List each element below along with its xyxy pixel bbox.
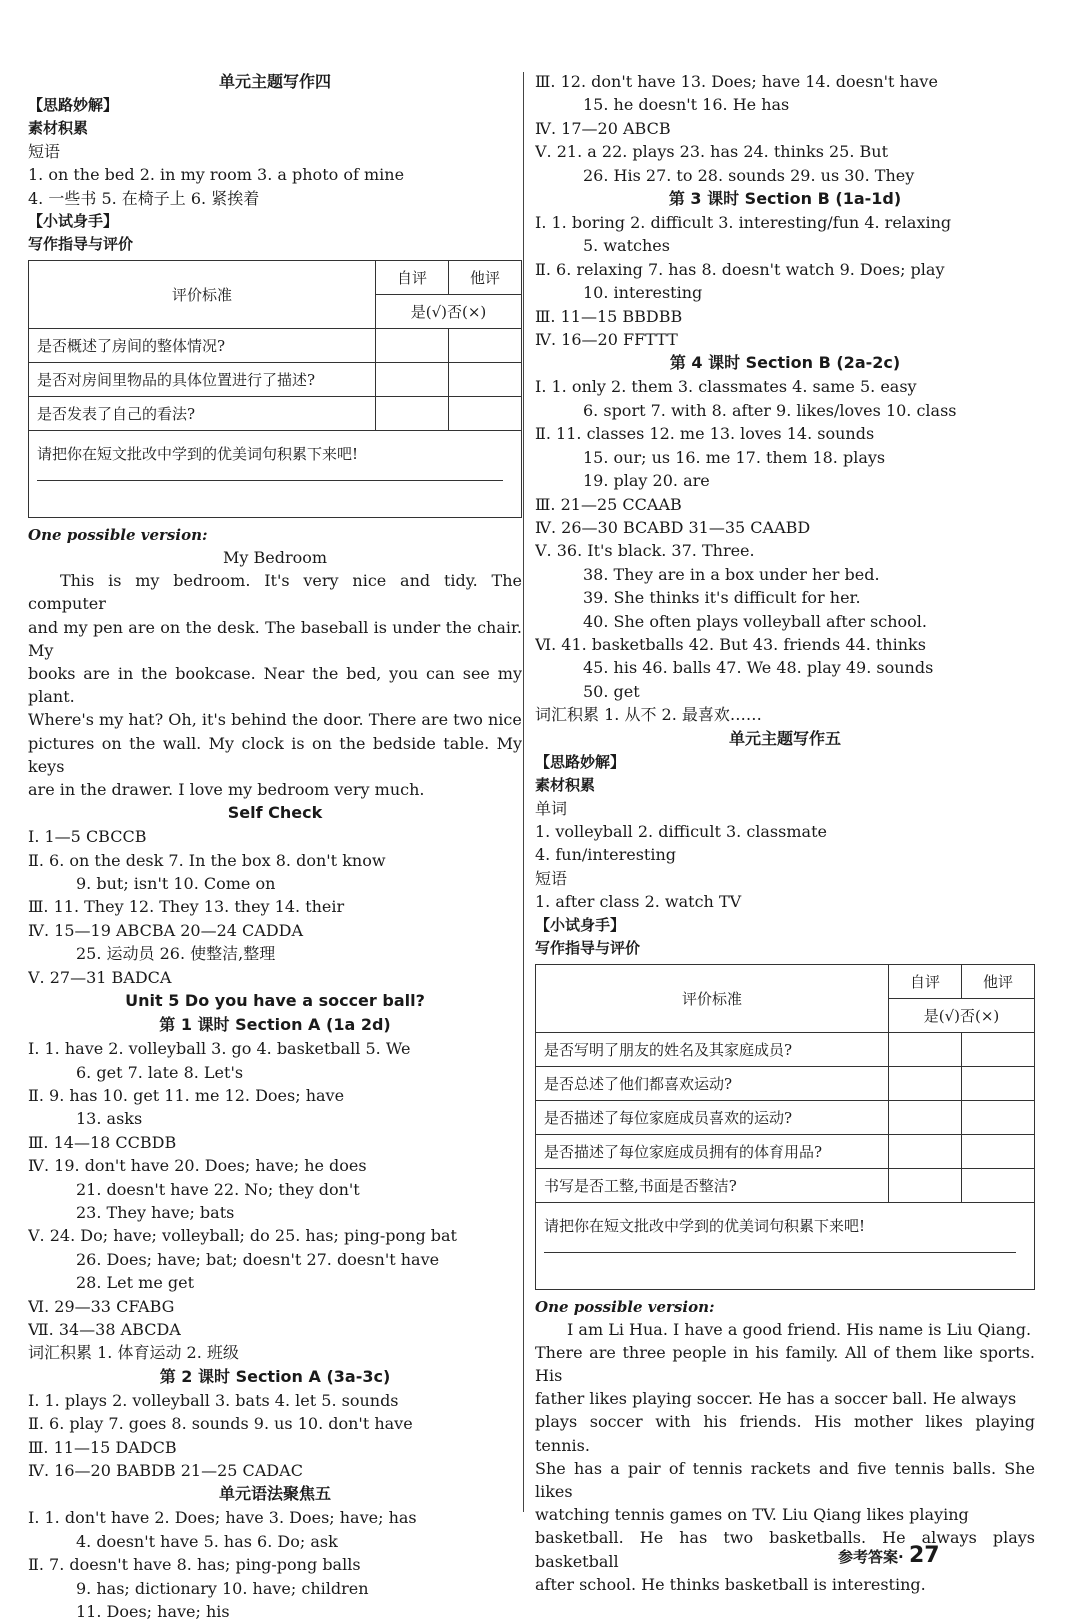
answer-line: 10. interesting xyxy=(583,283,703,303)
table-cell[interactable] xyxy=(962,1100,1035,1134)
answer-line: 28. Let me get xyxy=(76,1273,195,1293)
table-row xyxy=(29,329,522,363)
answer-line: 1. on the bed 2. in my room 3. a photo of mine xyxy=(28,165,405,185)
table-header: 评价标准 xyxy=(29,261,376,329)
subheading: 单词 xyxy=(535,798,568,818)
table-cell[interactable] xyxy=(449,397,522,431)
section-title: 单元主题写作五 xyxy=(728,728,841,748)
answer-line: Ⅰ. 1. plays 2. volleyball 3. bats 4. let 5. sounds xyxy=(28,1390,399,1410)
section-title: 第 1 课时 Section A (1a 2d) xyxy=(159,1015,391,1035)
answer-line: Ⅲ. 11. They 12. They 13. they 14. their xyxy=(28,897,345,917)
lesson1-section xyxy=(28,1013,522,1365)
essay-line: I am Li Hua. I have a good friend. His name is Liu Qiang. xyxy=(567,1319,1032,1339)
answer-line: 23. They have; bats xyxy=(76,1202,235,1222)
table-cell: 书写是否工整,书面是否整洁? xyxy=(536,1168,889,1202)
answer-line: Ⅱ. 9. has 10. get 11. me 12. Does; have xyxy=(28,1085,345,1105)
table-cell[interactable] xyxy=(376,397,449,431)
answer-line: Ⅴ. 24. Do; have; volleyball; do 25. has; ping-pong bat xyxy=(28,1226,457,1246)
right-column xyxy=(535,70,1035,1596)
table-cell[interactable] xyxy=(889,1100,962,1134)
answer-line: 11. Does; have; his xyxy=(76,1602,230,1622)
selfcheck-section xyxy=(28,801,522,989)
section-title: Self Check xyxy=(227,803,323,823)
answer-line: 45. his 46. balls 47. We 48. play 49. sounds xyxy=(583,658,934,678)
writing-line xyxy=(37,480,503,481)
answer-line: 5. watches xyxy=(583,236,670,256)
writing5-section xyxy=(535,727,1035,1596)
essay-line: Where's my hat? Oh, it's behind the door. There are two nice xyxy=(28,710,522,730)
answer-line: 15. he doesn't 16. He has xyxy=(583,95,790,115)
answer-line: 50. get xyxy=(583,681,640,701)
essay-text xyxy=(535,1318,1035,1596)
table-header: 是(√)否(×) xyxy=(376,295,522,329)
answer-line: 21. doesn't have 22. No; they don't xyxy=(76,1179,360,1199)
lesson4-section xyxy=(535,351,1035,726)
table-cell: 是否描述了每位家庭成员拥有的体育用品? xyxy=(536,1134,889,1168)
table-cell: 是否对房间里物品的具体位置进行了描述? xyxy=(29,363,376,397)
answer-line: Ⅰ. 1. have 2. volleyball 3. go 4. basketball 5. We xyxy=(28,1039,411,1059)
answer-line: Ⅱ. 6. relaxing 7. has 8. doesn't watch 9. Does; play xyxy=(535,259,945,279)
table-cell[interactable] xyxy=(962,1066,1035,1100)
essay-text xyxy=(28,569,522,801)
evaluation-table xyxy=(535,964,1035,1290)
vocab-line: 词汇积累 1. 从不 2. 最喜欢…… xyxy=(535,705,762,725)
answer-line: 40. She often plays volleyball after school. xyxy=(583,611,927,631)
answer-line: 26. His 27. to 28. sounds 29. us 30. They xyxy=(583,165,915,185)
essay-line: She has a pair of tennis rackets and five tennis balls. She likes xyxy=(535,1458,1035,1502)
answer-line: Ⅰ. 1. boring 2. difficult 3. interesting/fun 4. relaxing xyxy=(535,213,952,233)
table-footer-text: 请把你在短文批改中学到的优美词句积累下来吧! xyxy=(544,1216,866,1235)
left-column xyxy=(28,70,522,1623)
answer-line: 6. get 7. late 8. Let's xyxy=(76,1062,244,1082)
table-row xyxy=(536,1032,1035,1066)
version-label: One possible version: xyxy=(535,1297,715,1316)
table-cell[interactable] xyxy=(449,329,522,363)
answer-line: Ⅳ. 16—20 FFTTT xyxy=(535,330,678,350)
version-label: One possible version: xyxy=(28,526,208,545)
answer-line: Ⅳ. 17—20 ABCB xyxy=(535,118,671,138)
subheading: 短语 xyxy=(28,142,61,161)
table-cell: 是否描述了每位家庭成员喜欢的运动? xyxy=(536,1100,889,1134)
essay-line: basketball. He has two basketballs. He always plays basketball xyxy=(535,1528,1035,1571)
answer-line: 25. 运动员 26. 使整洁,整理 xyxy=(76,944,276,964)
table-cell[interactable] xyxy=(376,363,449,397)
answer-line: Ⅲ. 12. don't have 13. Does; have 14. doesn't have xyxy=(535,72,938,91)
page-number: 27 xyxy=(908,1543,940,1568)
table-footer xyxy=(536,1202,1035,1289)
lesson2-section xyxy=(28,1365,522,1483)
answer-line: Ⅶ. 34—38 ABCDA xyxy=(28,1319,181,1339)
answer-line: 4. 一些书 5. 在椅子上 6. 紧挨着 xyxy=(28,188,260,208)
table-cell: 是否写明了朋友的姓名及其家庭成员? xyxy=(536,1032,889,1066)
answer-line: Ⅵ. 29—33 CFABG xyxy=(28,1296,175,1316)
table-cell: 是否总述了他们都喜欢运动? xyxy=(536,1066,889,1100)
table-header: 他评 xyxy=(449,261,522,295)
table-cell[interactable] xyxy=(889,1066,962,1100)
answer-line: Ⅳ. 19. don't have 20. Does; have; he does xyxy=(28,1156,367,1176)
subheading: 素材积累 xyxy=(535,775,596,794)
table-cell: 是否概述了房间的整体情况? xyxy=(29,329,376,363)
answer-line: Ⅳ. 16—20 BABDB 21—25 CADAC xyxy=(28,1461,303,1480)
table-header: 是(√)否(×) xyxy=(889,998,1035,1032)
table-cell[interactable] xyxy=(962,1032,1035,1066)
answer-line: Ⅲ. 11—15 DADCB xyxy=(28,1437,177,1457)
table-header: 他评 xyxy=(962,964,1035,998)
answer-line: Ⅱ. 6. on the desk 7. In the box 8. don't know xyxy=(28,850,386,870)
section-title: 第 2 课时 Section A (3a-3c) xyxy=(159,1366,391,1386)
answer-line: Ⅳ. 26—30 BCABD 31—35 CAABD xyxy=(535,517,811,537)
subheading: 写作指导与评价 xyxy=(535,938,641,957)
table-header: 自评 xyxy=(889,964,962,998)
essay-line: plays soccer with his friends. His mother likes playing tennis. xyxy=(535,1412,1035,1455)
table-row xyxy=(536,1168,1035,1202)
essay-line: This is my bedroom. It's very nice and tidy. The computer xyxy=(28,571,522,614)
table-row xyxy=(536,1066,1035,1100)
essay-title: My Bedroom xyxy=(222,548,328,568)
table-cell: 是否发表了自己的看法? xyxy=(29,397,376,431)
answer-line: 4. doesn't have 5. has 6. Do; ask xyxy=(76,1531,338,1551)
section-title: 第 3 课时 Section B (1a-1d) xyxy=(668,189,902,209)
table-row xyxy=(29,363,522,397)
essay-line: are in the drawer. I love my bedroom very much. xyxy=(28,780,425,800)
answer-line: Ⅲ. 21—25 CCAAB xyxy=(535,494,682,514)
essay-line: pictures on the wall. My clock is on the bedside table. My keys xyxy=(28,733,522,776)
answer-line: 15. our; us 16. me 17. them 18. plays xyxy=(583,447,886,467)
evaluation-table xyxy=(28,260,522,518)
section-title: 单元主题写作四 xyxy=(218,72,331,91)
answer-line: Ⅱ. 6. play 7. goes 8. sounds 9. us 10. don't have xyxy=(28,1414,413,1434)
section-title: 单元语法聚焦五 xyxy=(218,1484,331,1504)
grammar5-section xyxy=(28,1482,522,1623)
vocab-line: 词汇积累 1. 体育运动 2. 班级 xyxy=(28,1343,239,1363)
answer-line: 1. after class 2. watch TV xyxy=(535,892,742,912)
tag-label: 【思路妙解】 xyxy=(535,752,626,771)
table-footer-text: 请把你在短文批改中学到的优美词句积累下来吧! xyxy=(37,445,359,464)
subheading: 写作指导与评价 xyxy=(28,235,134,254)
answer-line: 13. asks xyxy=(76,1109,143,1129)
table-cell[interactable] xyxy=(889,1134,962,1168)
table-cell[interactable] xyxy=(376,329,449,363)
answer-line: Ⅴ. 27—31 BADCA xyxy=(28,967,172,987)
answer-line: 4. fun/interesting xyxy=(535,845,677,865)
essay-line: and my pen are on the desk. The baseball is under the chair. My xyxy=(28,617,522,660)
answer-line: 6. sport 7. with 8. after 9. likes/loves 10. class xyxy=(583,400,957,420)
table-row xyxy=(29,397,522,431)
essay-line: after school. He thinks basketball is interesting. xyxy=(535,1574,926,1594)
answer-line: 38. They are in a box under her bed. xyxy=(583,564,880,584)
table-row xyxy=(536,1134,1035,1168)
tag-label: 【小试身手】 xyxy=(28,212,119,231)
answer-line: 26. Does; have; bat; doesn't 27. doesn't have xyxy=(76,1249,440,1269)
answer-line: Ⅰ. 1—5 CBCCB xyxy=(28,827,147,847)
table-header: 自评 xyxy=(376,261,449,295)
answer-line: Ⅴ. 21. a 22. plays 23. has 24. thinks 25. But xyxy=(535,142,889,162)
answer-line: Ⅰ. 1. don't have 2. Does; have 3. Does; have; has xyxy=(28,1508,417,1528)
table-cell[interactable] xyxy=(449,363,522,397)
footer-label: 参考答案· xyxy=(838,1548,904,1566)
writing-line xyxy=(544,1252,1016,1253)
essay-line: There are three people in his family. All of them like sports. His xyxy=(535,1342,1035,1385)
section-title: 第 4 课时 Section B (2a-2c) xyxy=(669,353,901,373)
table-cell[interactable] xyxy=(889,1032,962,1066)
table-cell[interactable] xyxy=(889,1168,962,1202)
writing4-section xyxy=(28,70,522,801)
answer-line: Ⅰ. 1. only 2. them 3. classmates 4. same 5. easy xyxy=(535,377,917,397)
tag-label: 【小试身手】 xyxy=(535,915,626,934)
table-footer xyxy=(29,431,522,518)
table-row xyxy=(536,1100,1035,1134)
essay-line: father likes playing soccer. He has a soccer ball. He always xyxy=(535,1389,1017,1409)
essay-line: books are in the bookcase. Near the bed, you can see my plant. xyxy=(28,664,522,707)
answer-line: Ⅲ. 14—18 CCBDB xyxy=(28,1132,177,1152)
table-header: 评价标准 xyxy=(536,964,889,1032)
page-footer xyxy=(838,1543,940,1568)
answer-line: 39. She thinks it's difficult for her. xyxy=(583,588,861,608)
answer-line: Ⅱ. 7. doesn't have 8. has; ping-pong balls xyxy=(28,1555,361,1575)
unit-title: Unit 5 Do you have a soccer ball? xyxy=(125,991,425,1011)
answer-line: 9. but; isn't 10. Come on xyxy=(76,874,276,894)
essay-line: watching tennis games on TV. Liu Qiang likes playing xyxy=(535,1505,969,1525)
subheading: 短语 xyxy=(535,868,568,888)
tag-label: 【思路妙解】 xyxy=(28,96,119,114)
answer-line: Ⅲ. 11—15 BBDBB xyxy=(535,306,683,326)
answer-line: Ⅳ. 15—19 ABCBA 20—24 CADDA xyxy=(28,920,304,940)
table-cell[interactable] xyxy=(962,1134,1035,1168)
answer-line: 1. volleyball 2. difficult 3. classmate xyxy=(535,821,827,841)
subheading: 素材积累 xyxy=(28,119,89,137)
column-divider xyxy=(523,72,524,1512)
table-cell[interactable] xyxy=(962,1168,1035,1202)
answer-line: Ⅱ. 11. classes 12. me 13. loves 14. sounds xyxy=(535,424,875,444)
answer-line: Ⅵ. 41. basketballs 42. But 43. friends 44. thinks xyxy=(535,634,926,654)
lesson3-section xyxy=(535,187,1035,351)
answer-line: Ⅴ. 36. It's black. 37. Three. xyxy=(535,541,755,561)
answer-line: 9. has; dictionary 10. have; children xyxy=(76,1578,369,1598)
answer-line: 19. play 20. are xyxy=(583,471,710,491)
